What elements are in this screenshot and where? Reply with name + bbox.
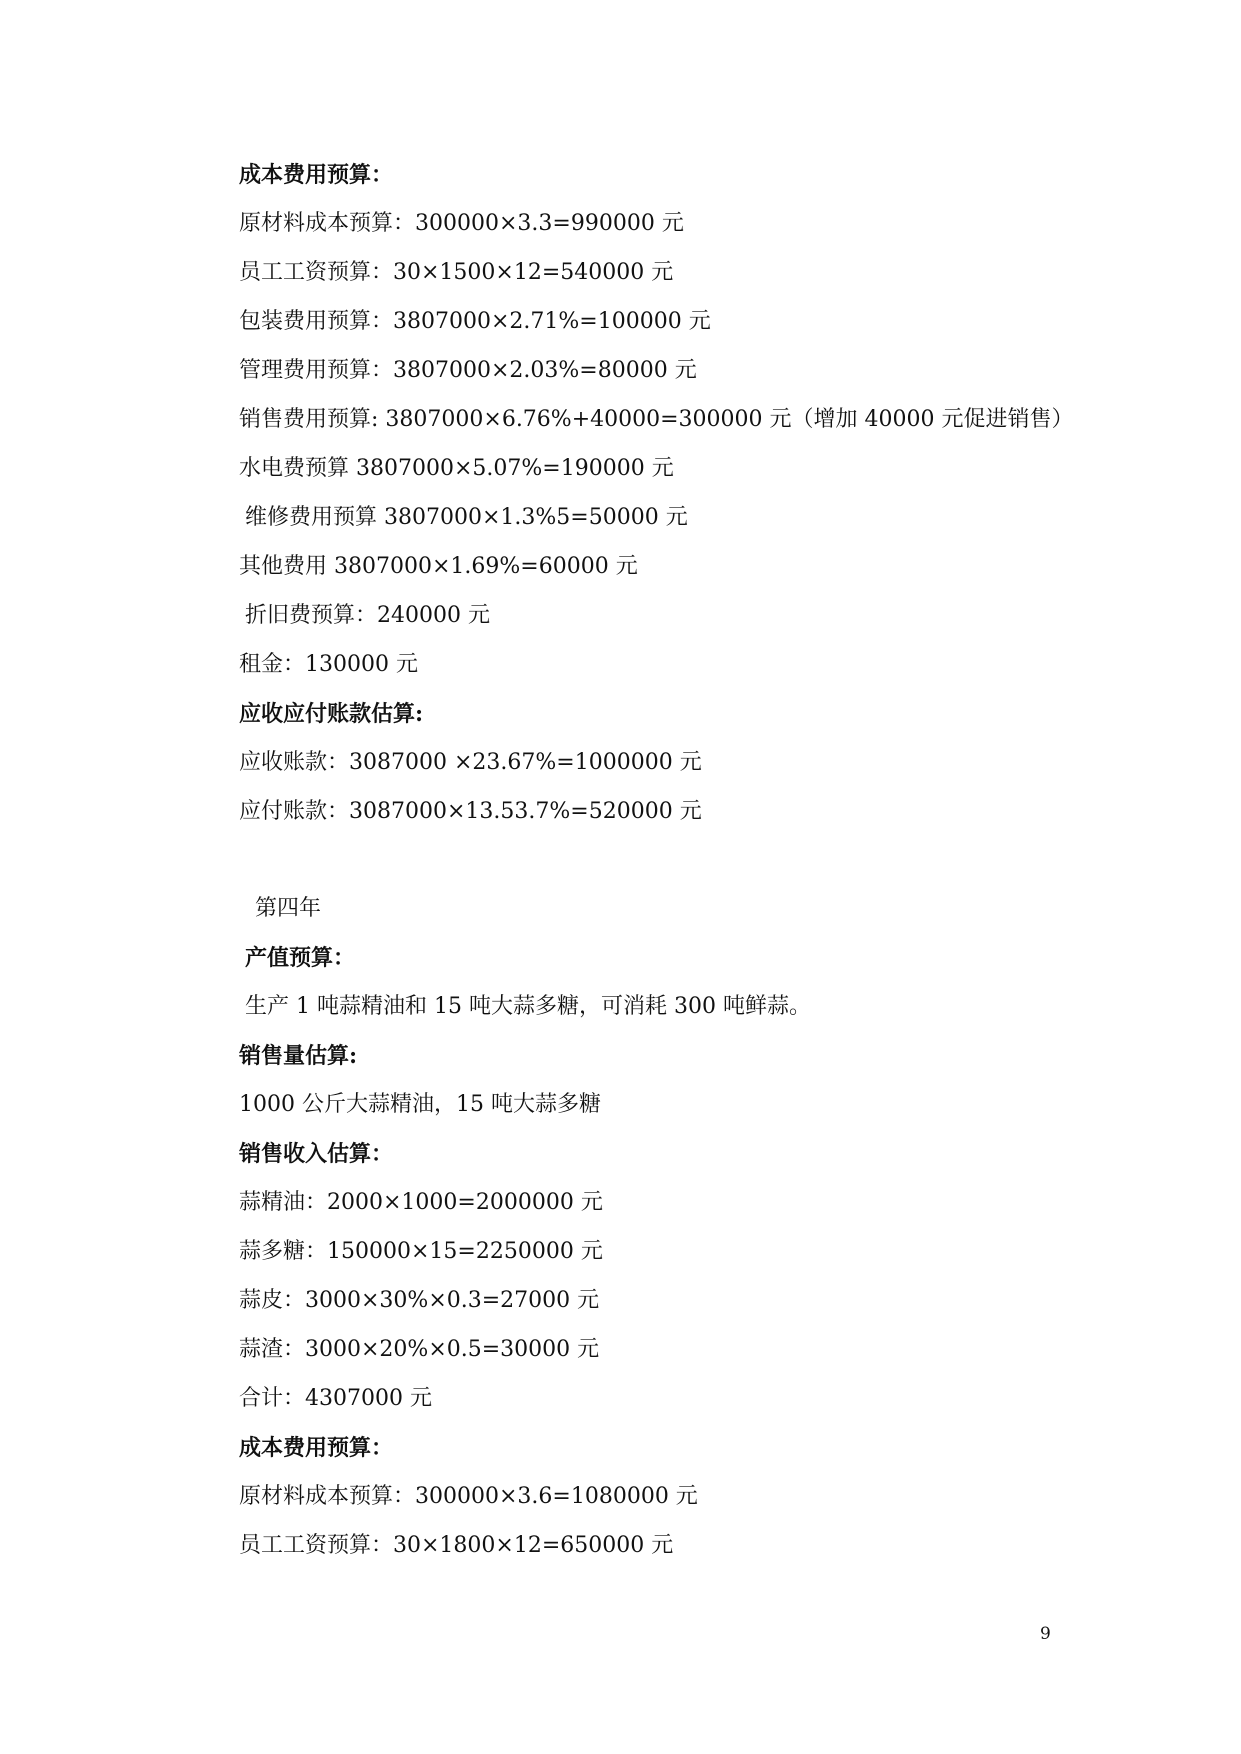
cost-item-maintenance: 维修费用预算 3807000×1.3%5=50000 元 bbox=[245, 505, 688, 530]
cost-item-packaging: 包装费用预算：3807000×2.71%=100000 元 bbox=[239, 309, 711, 334]
cost-item-other: 其他费用 3807000×1.69%=60000 元 bbox=[239, 554, 638, 579]
output-budget-text: 生产 1 吨蒜精油和 15 吨大蒜多糖，可消耗 300 吨鲜蒜。 bbox=[245, 994, 811, 1019]
sales-volume-heading: 销售量估算: bbox=[239, 1043, 358, 1069]
cost-item-salary: 员工工资预算：30×1500×12=540000 元 bbox=[239, 260, 674, 285]
accounts-payable: 应付账款：3087000×13.53.7%=520000 元 bbox=[239, 799, 702, 824]
accounts-receivable: 应收账款：3087000 ×23.67%=1000000 元 bbox=[239, 750, 702, 775]
cost-item-rent: 租金：130000 元 bbox=[239, 652, 418, 677]
revenue-item-garlic-oil: 蒜精油：2000×1000=2000000 元 bbox=[239, 1190, 603, 1215]
cost-item-management: 管理费用预算：3807000×2.03%=80000 元 bbox=[239, 358, 697, 383]
cost-budget-heading: 成本费用预算： bbox=[239, 162, 394, 188]
year4-title: 第四年 bbox=[255, 896, 322, 921]
revenue-item-polysaccharide: 蒜多糖：150000×15=2250000 元 bbox=[239, 1239, 603, 1264]
output-budget-heading: 产值预算： bbox=[245, 945, 356, 971]
sales-volume-text: 1000 公斤大蒜精油，15 吨大蒜多糖 bbox=[239, 1092, 601, 1117]
page-number: 9 bbox=[1040, 1624, 1051, 1644]
year4-cost-heading: 成本费用预算： bbox=[239, 1435, 394, 1461]
cost-item-raw-material: 原材料成本预算：300000×3.3=990000 元 bbox=[239, 211, 684, 236]
revenue-heading: 销售收入估算： bbox=[239, 1141, 394, 1167]
cost-item-utilities: 水电费预算 3807000×5.07%=190000 元 bbox=[239, 456, 674, 481]
ar-ap-heading: 应收应付账款估算: bbox=[239, 701, 424, 727]
revenue-total: 合计：4307000 元 bbox=[239, 1386, 432, 1411]
year4-cost-raw-material: 原材料成本预算：300000×3.6=1080000 元 bbox=[239, 1484, 698, 1509]
revenue-item-garlic-skin: 蒜皮：3000×30%×0.3=27000 元 bbox=[239, 1288, 600, 1313]
revenue-item-garlic-residue: 蒜渣：3000×20%×0.5=30000 元 bbox=[239, 1337, 600, 1362]
cost-item-sales: 销售费用预算: 3807000×6.76%+40000=300000 元（增加 40000 元促进销售） bbox=[239, 407, 1074, 432]
year4-cost-salary: 员工工资预算：30×1800×12=650000 元 bbox=[239, 1533, 674, 1558]
cost-item-depreciation: 折旧费预算：240000 元 bbox=[245, 603, 490, 628]
